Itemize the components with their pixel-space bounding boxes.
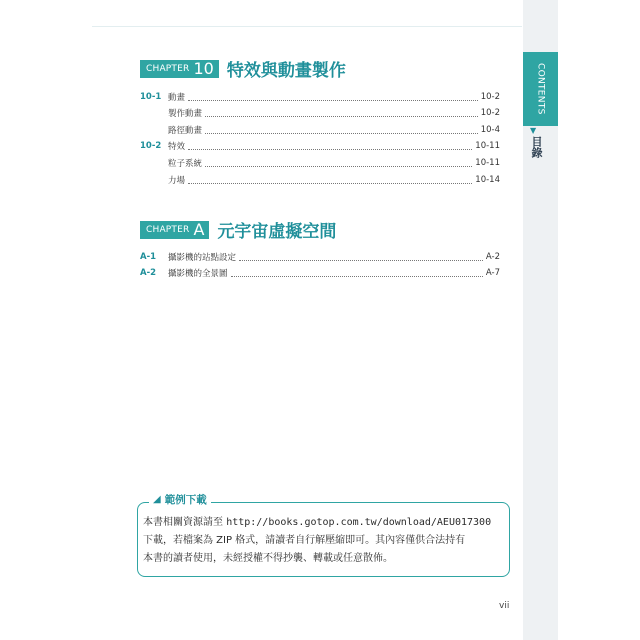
dot-leader <box>231 270 483 277</box>
download-text <box>143 514 505 568</box>
dot-leader <box>205 127 478 134</box>
chapter-title: 特效與動畫製作 <box>226 61 346 81</box>
triangle-down-icon: ▼ <box>530 126 537 135</box>
chapter-header-10 <box>140 56 346 81</box>
download-link[interactable]: http://books.gotop.com.tw/download/AEU017300 <box>226 517 492 528</box>
entry-label: 攝影機的站點設定 <box>168 253 237 263</box>
toc-entry[interactable] <box>140 156 500 170</box>
dot-leader <box>239 254 483 261</box>
entry-label: 路徑動畫 <box>168 126 203 136</box>
chapter-header-a <box>140 217 336 242</box>
entry-label: 粒子系統 <box>168 159 203 169</box>
toc-entry[interactable] <box>140 90 500 104</box>
entry-label: 動畫 <box>168 93 186 103</box>
dot-leader <box>188 177 472 184</box>
dot-leader <box>188 94 478 101</box>
entry-label: 攝影機的全景圖 <box>168 269 228 279</box>
top-divider <box>92 26 522 27</box>
toc-entry[interactable] <box>140 173 500 187</box>
download-line-1 <box>143 514 505 532</box>
entry-number: A-1 <box>140 252 157 262</box>
entry-label: 力場 <box>168 176 186 186</box>
entry-page: 10-4 <box>480 125 500 135</box>
chapter-word: CHAPTER <box>146 63 190 74</box>
entry-page: 10-14 <box>475 175 500 185</box>
entry-number: 10-1 <box>140 92 162 102</box>
arrow-icon: ◢ <box>153 494 161 505</box>
dot-leader <box>188 143 472 150</box>
download-title-text: 範例下載 <box>164 494 207 506</box>
toc-entry[interactable] <box>140 123 500 137</box>
toc-entry[interactable] <box>140 266 500 280</box>
entry-page: 10-2 <box>480 92 500 102</box>
chapter-number: 10 <box>193 59 214 78</box>
entry-page: 10-2 <box>480 108 500 118</box>
entry-page: A-2 <box>485 252 500 262</box>
dot-leader <box>205 160 472 167</box>
contents-tab-label: CONTENTS <box>535 63 546 115</box>
toc-entry[interactable] <box>140 250 500 264</box>
chapter-badge <box>140 60 219 78</box>
contents-tab[interactable] <box>523 52 558 126</box>
entry-number: 10-2 <box>140 141 162 151</box>
download-prefix: 本書相關資源請至 <box>143 517 227 528</box>
entry-label: 製作動畫 <box>168 109 203 119</box>
download-title <box>149 492 211 507</box>
entry-number: A-2 <box>140 268 157 278</box>
chapter-title: 元宇宙虛擬空間 <box>217 222 337 242</box>
entry-page: 10-11 <box>475 141 500 151</box>
entry-page: A-7 <box>485 268 500 278</box>
page-number: vii <box>499 601 510 611</box>
toc-entry[interactable] <box>140 139 500 153</box>
chapter-word: CHAPTER <box>146 224 190 235</box>
dot-leader <box>205 110 478 117</box>
entry-page: 10-11 <box>475 158 500 168</box>
chapter-badge <box>140 221 209 239</box>
contents-label-zh: 目錄 <box>530 136 543 158</box>
toc-entry[interactable] <box>140 106 500 120</box>
download-line-3: 本書的讀者使用，未經授權不得抄襲、轉載或任意散佈。 <box>143 553 393 564</box>
entry-label: 特效 <box>168 142 186 152</box>
download-line-2: 下載，若檔案為 ZIP 格式，請讀者自行解壓縮即可。其內容僅供合法持有 <box>143 535 466 546</box>
chapter-number: A <box>193 220 205 239</box>
